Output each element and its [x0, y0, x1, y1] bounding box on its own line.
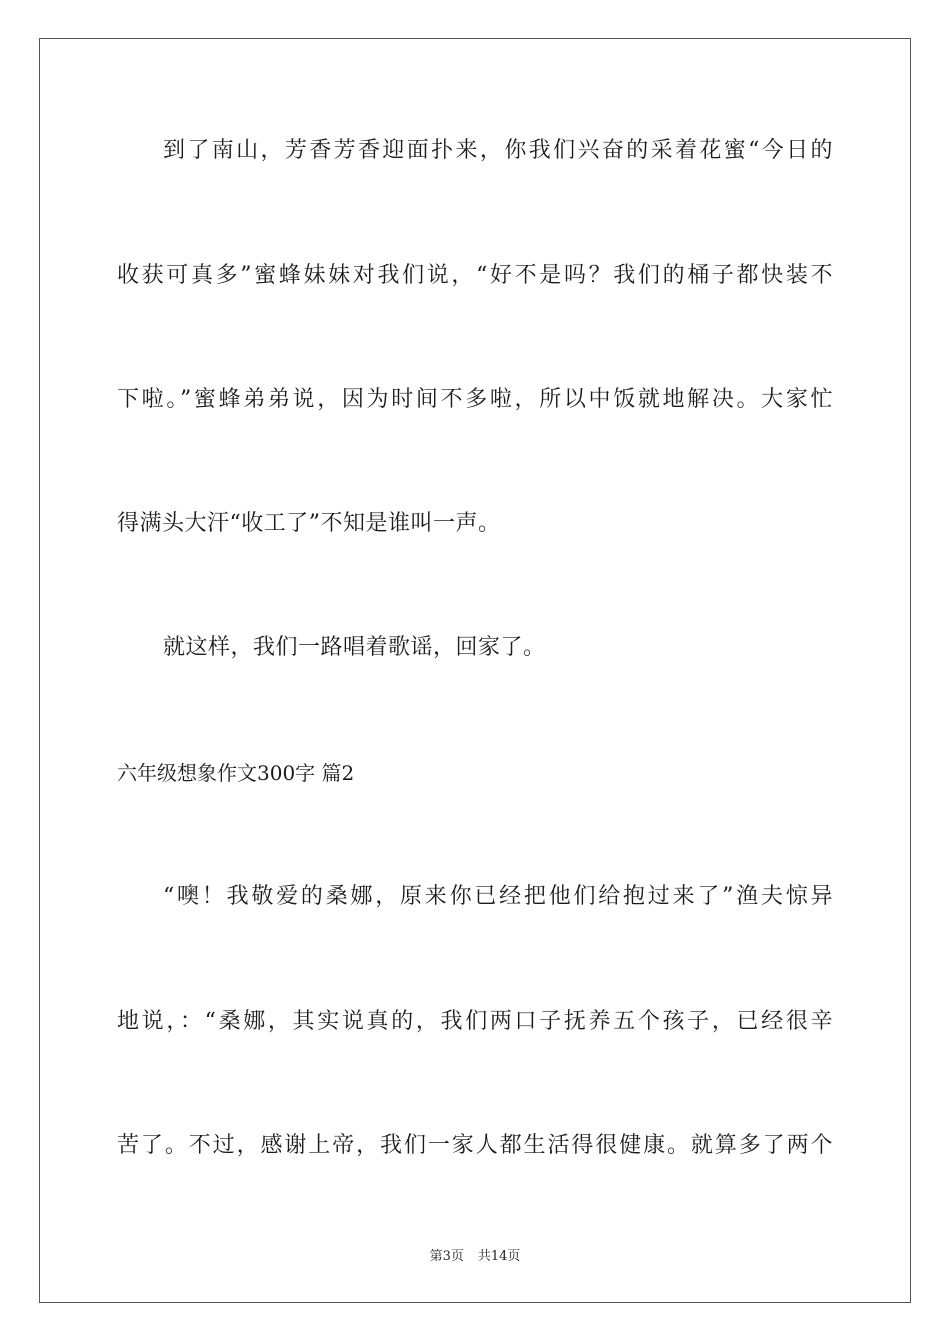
paragraph-1-line-2: 收获可真多”蜜蜂妹妹对我们说，“好不是吗？我们的桶子都快装不	[117, 263, 833, 288]
paragraph-1-line-4: 得满头大汗“收工了”不知是谁叫一声。	[117, 511, 501, 536]
paragraph-1-line-1: 到了南山，芳香芳香迎面扑来，你我们兴奋的采着花蜜“今日的	[163, 138, 833, 163]
paragraph-2-line-1: 就这样，我们一路唱着歌谣，回家了。	[163, 635, 546, 660]
page-number: 第3页	[429, 1249, 464, 1264]
paragraph-3-line-2: 地说，：“桑娜，其实说真的，我们两口子抚养五个孩子，已经很辛	[117, 1009, 833, 1034]
paragraph-1-line-3: 下啦。”蜜蜂弟弟说，因为时间不多啦，所以中饭就地解决。大家忙	[117, 387, 833, 412]
page-border	[39, 38, 911, 1303]
paragraph-3-line-1: “噢！我敬爱的桑娜，原来你已经把他们给抱过来了”渔夫惊异	[163, 884, 833, 909]
page-total: 共14页	[477, 1249, 521, 1264]
paragraph-3-line-3: 苦了。不过，感谢上帝，我们一家人都生活得很健康。就算多了两个	[117, 1133, 833, 1158]
page-footer	[0, 1248, 950, 1266]
section-heading: 六年级想象作文300字 篇2	[117, 761, 355, 785]
